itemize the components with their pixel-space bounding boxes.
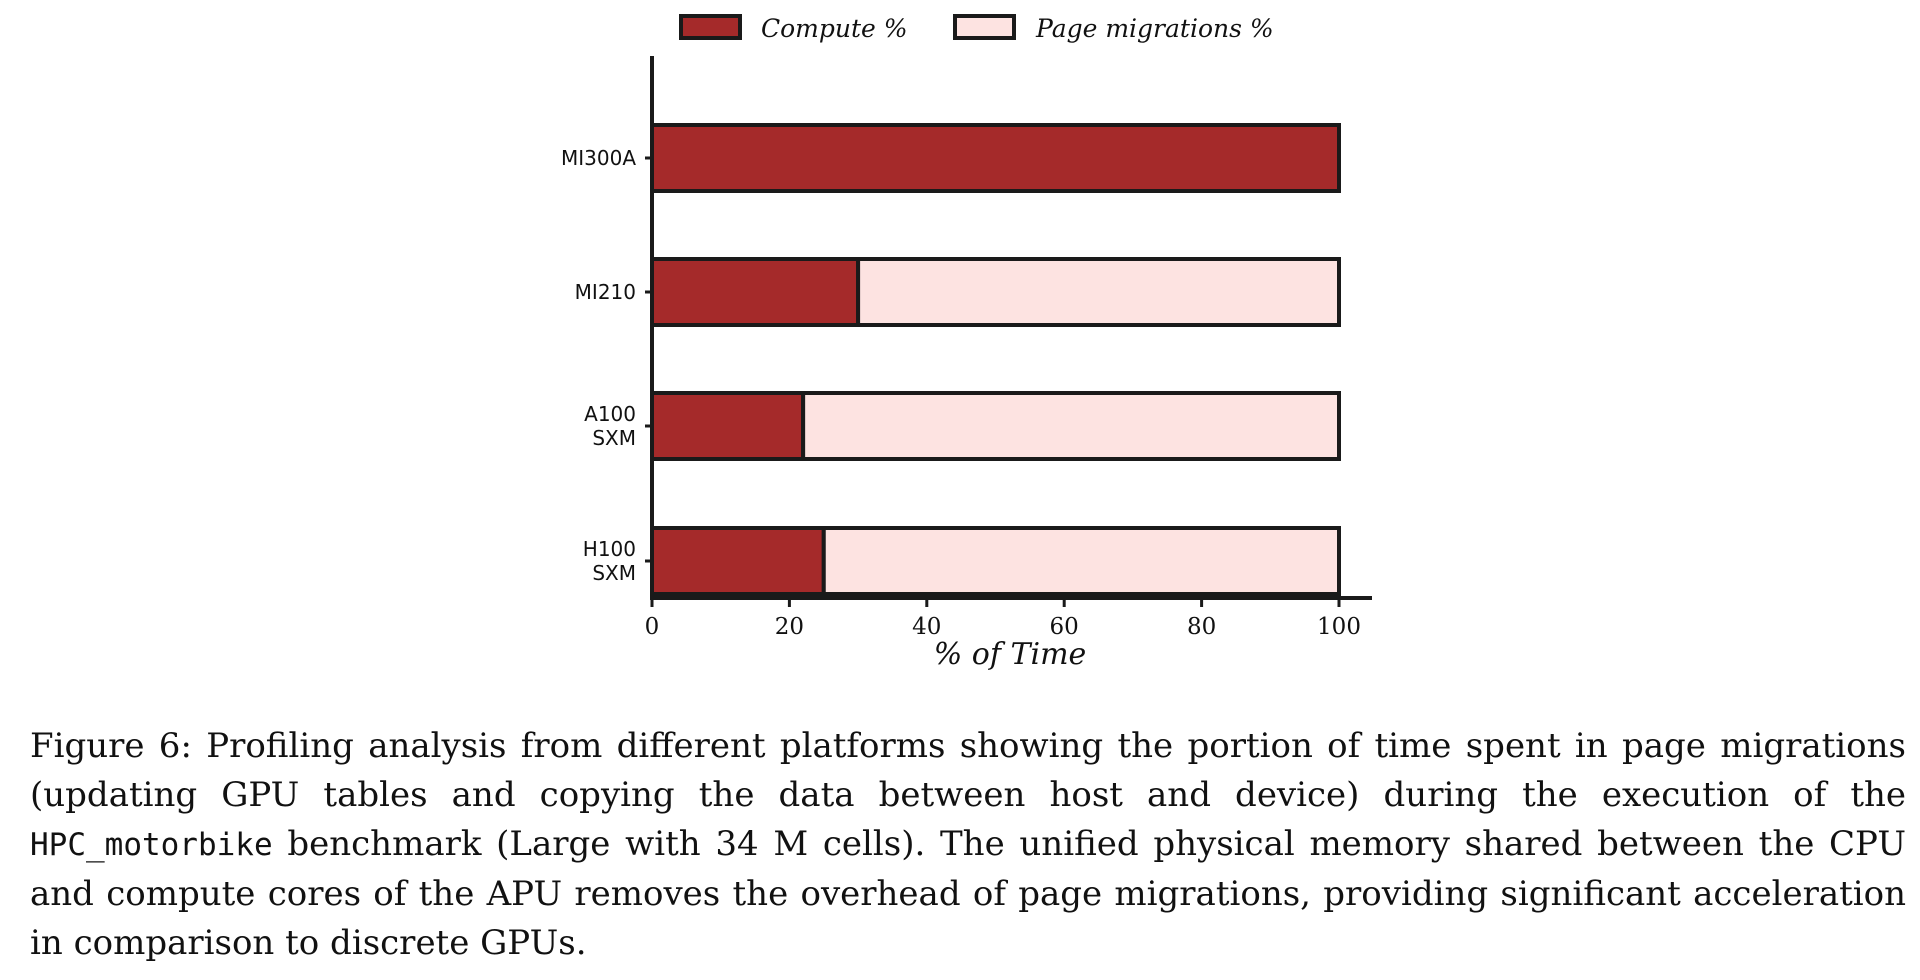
caption-code: HPC_motorbike bbox=[30, 827, 273, 863]
bar-a100-series-1 bbox=[803, 393, 1339, 459]
legend-label: Page migrations % bbox=[1036, 14, 1274, 43]
x-tick-label: 40 bbox=[912, 614, 942, 640]
y-tick-label: H100 SXM bbox=[582, 537, 636, 585]
x-axis-title: % of Time bbox=[933, 637, 1087, 672]
figure-caption bbox=[30, 722, 1906, 968]
bar-mi210-series-0 bbox=[652, 259, 858, 325]
bar-h100-series-1 bbox=[824, 528, 1339, 594]
bar-a100-series-0 bbox=[652, 393, 803, 459]
bar-mi300a-series-0 bbox=[652, 125, 1339, 191]
y-tick-label: MI300A bbox=[560, 146, 636, 170]
x-tick-label: 100 bbox=[1317, 614, 1361, 640]
x-tick-label: 0 bbox=[644, 614, 660, 640]
bars-group bbox=[652, 125, 1339, 594]
caption-suffix: benchmark (Large with 34 M cells). The unified physical memory shared between the CPU and compute cores of the APU removes the overhead of page migrations, providing significant acceleration in comparison to discrete GPUs. bbox=[30, 824, 1906, 963]
legend bbox=[681, 14, 1274, 43]
legend-swatch bbox=[681, 16, 740, 38]
bar-h100-series-0 bbox=[652, 528, 824, 594]
caption-prefix: Figure 6: Profiling analysis from different platforms showing the portion of time spent in page migrations (updating GPU tables and copying the data between host and device) during the execution of the bbox=[30, 726, 1906, 815]
x-tick-label: 80 bbox=[1186, 614, 1217, 640]
x-tick-label: 60 bbox=[1049, 614, 1079, 640]
y-tick-label: A100 SXM bbox=[584, 402, 636, 450]
legend-swatch bbox=[955, 16, 1014, 38]
bar-mi210-series-1 bbox=[858, 259, 1339, 325]
legend-label: Compute % bbox=[761, 14, 908, 43]
y-tick-label: MI210 bbox=[574, 280, 636, 304]
x-tick-label: 20 bbox=[774, 614, 805, 640]
